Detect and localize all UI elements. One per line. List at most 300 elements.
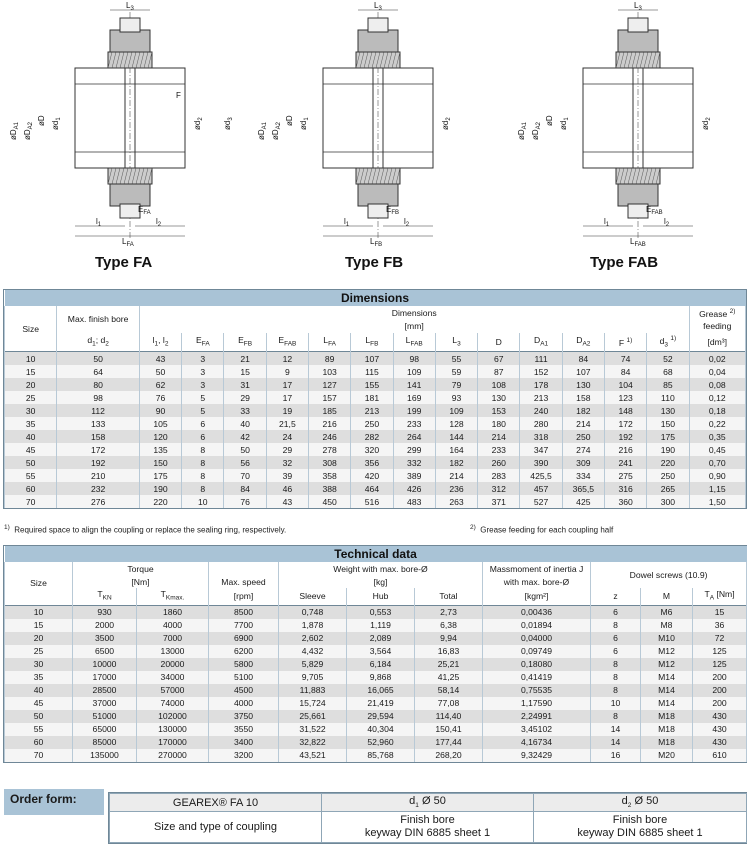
dimensions-cell: 181: [351, 391, 393, 404]
technical-cell: 9,32429: [483, 749, 591, 762]
dimensions-cell: 130: [478, 391, 520, 404]
technical-cell: 10: [5, 605, 73, 619]
technical-cell: 177,44: [415, 736, 483, 749]
dimensions-cell: 282: [351, 430, 393, 443]
label-d3: $ød_3$: [223, 117, 234, 130]
dimensions-cell: 425: [562, 495, 604, 508]
label-d1: $ød_1$: [51, 117, 62, 130]
flange-top: [110, 30, 150, 52]
hub-left: [583, 68, 633, 168]
inertia-header-2: with max. bore-Ø: [483, 575, 591, 588]
dimensions-cell: 17: [266, 391, 308, 404]
dims-unit: [mm]: [139, 320, 689, 333]
dimensions-cell: 3: [182, 365, 224, 378]
technical-row: [5, 710, 747, 723]
dimensions-cell: 516: [351, 495, 393, 508]
dimensions-row: [5, 417, 746, 430]
dimensions-cell: 360: [604, 495, 646, 508]
dimensions-cell: 153: [478, 404, 520, 417]
technical-cell: 3500: [73, 632, 137, 645]
type-fb-label: Type FB: [345, 254, 404, 271]
technical-cell: 52,960: [347, 736, 415, 749]
label-l: $L_{FA}$: [122, 237, 134, 248]
technical-body: [5, 605, 747, 762]
dimensions-cell: 112: [57, 404, 140, 417]
dimensions-cell: 250: [562, 430, 604, 443]
dimensions-cell: 115: [351, 365, 393, 378]
dimensions-cell: 280: [520, 417, 562, 430]
col-z: z: [591, 588, 641, 605]
dimensions-cell: 24: [266, 430, 308, 443]
dimensions-cell: 220: [139, 495, 181, 508]
technical-cell: 36: [693, 619, 747, 632]
dimensions-cell: 246: [309, 430, 351, 443]
dimensions-cell: 130: [647, 404, 689, 417]
technical-cell: 7000: [137, 632, 209, 645]
label-d1: $ød_1$: [559, 117, 570, 130]
dimensions-cell: 232: [57, 482, 140, 495]
col-efa: $E_{FA}$: [182, 333, 224, 352]
dimensions-cell: 108: [478, 378, 520, 391]
dimensions-cell: 32: [266, 456, 308, 469]
dimensions-cell: 265: [647, 482, 689, 495]
label-da2: $øD_{A2}$: [531, 121, 542, 140]
col-lfab: $L_{FAB}$: [393, 333, 435, 352]
label-d2: $ød_2$: [701, 117, 712, 130]
technical-cell: 60: [5, 736, 73, 749]
dimensions-row: [5, 443, 746, 456]
dims-header: Dimensions: [139, 306, 689, 320]
technical-cell: 5,829: [279, 658, 347, 671]
label-f: F: [176, 91, 181, 100]
dimensions-cell: 67: [478, 352, 520, 366]
dimensions-cell: 276: [57, 495, 140, 508]
dimensions-cell: 214: [478, 430, 520, 443]
col-d: D: [478, 333, 520, 352]
dimensions-cell: 236: [435, 482, 477, 495]
technical-cell: M14: [641, 697, 693, 710]
dimensions-cell: 15: [5, 365, 57, 378]
dimensions-cell: 334: [562, 469, 604, 482]
label-l2: $l_2$: [404, 217, 410, 228]
dimensions-cell: 144: [435, 430, 477, 443]
col-l3: $L_3$: [435, 333, 477, 352]
technical-cell: 25,661: [279, 710, 347, 723]
technical-cell: 25: [5, 645, 73, 658]
dimensions-cell: 175: [139, 469, 181, 482]
technical-cell: 8: [591, 619, 641, 632]
order-form-label: Order form:: [4, 789, 104, 815]
technical-cell: 200: [693, 671, 747, 684]
col-ta: $T_A$ [Nm]: [693, 588, 747, 605]
technical-cell: 11,883: [279, 684, 347, 697]
technical-cell: 74000: [137, 697, 209, 710]
technical-cell: M12: [641, 645, 693, 658]
technical-cell: 15: [693, 605, 747, 619]
dimensions-cell: 85: [647, 378, 689, 391]
label-l3: $L_3$: [374, 1, 382, 12]
dimensions-cell: 152: [520, 365, 562, 378]
dimensions-cell: 483: [393, 495, 435, 508]
label-l1: $l_1$: [604, 217, 610, 228]
technical-cell: 4,16734: [483, 736, 591, 749]
flange-top: [618, 30, 658, 52]
dimensions-cell: 527: [520, 495, 562, 508]
technical-cell: 55: [5, 723, 73, 736]
dimensions-cell: 76: [224, 495, 266, 508]
dimensions-cell: 33: [224, 404, 266, 417]
dimensions-cell: 9: [266, 365, 308, 378]
dimensions-cell: 6: [182, 417, 224, 430]
dimensions-cell: 55: [435, 352, 477, 366]
dimensions-cell: 457: [520, 482, 562, 495]
technical-cell: 37000: [73, 697, 137, 710]
label-d1: $ød_1$: [299, 117, 310, 130]
technical-cell: 65000: [73, 723, 137, 736]
technical-cell: 430: [693, 710, 747, 723]
footnote-2: $^{2)}$ Grease feeding for each coupling half: [470, 524, 614, 535]
technical-cell: 0,553: [347, 605, 415, 619]
label-d2: $ød_2$: [441, 117, 452, 130]
technical-cell: 9,868: [347, 671, 415, 684]
technical-cell: 8: [591, 671, 641, 684]
dimensions-cell: 425,5: [520, 469, 562, 482]
dimensions-cell: 0,70: [689, 456, 745, 469]
dimensions-cell: 120: [139, 430, 181, 443]
dimensions-cell: 12: [266, 352, 308, 366]
dimensions-cell: 182: [435, 456, 477, 469]
dimensions-cell: 1,15: [689, 482, 745, 495]
technical-cell: 3400: [209, 736, 279, 749]
dimensions-cell: 109: [393, 365, 435, 378]
label-da1: $øD_{A1}$: [517, 121, 528, 140]
col-total: Total: [415, 588, 483, 605]
technical-cell: 102000: [137, 710, 209, 723]
technical-cell: 10: [591, 697, 641, 710]
hub-left: [75, 68, 125, 168]
technical-cell: 150,41: [415, 723, 483, 736]
dimensions-cell: 89: [309, 352, 351, 366]
col-efab: $E_{FAB}$: [266, 333, 308, 352]
bolt-top: [628, 18, 648, 32]
technical-cell: 1,17590: [483, 697, 591, 710]
dimensions-cell: 55: [5, 469, 57, 482]
dimensions-cell: 214: [562, 417, 604, 430]
dimensions-cell: 109: [435, 404, 477, 417]
dimensions-cell: 426: [393, 482, 435, 495]
label-e: $E_{FAB}$: [646, 205, 663, 216]
dimensions-cell: 56: [224, 456, 266, 469]
dimensions-cell: 278: [309, 443, 351, 456]
dimensions-cell: 148: [604, 404, 646, 417]
dimensions-cell: 240: [520, 404, 562, 417]
technical-cell: 70: [5, 749, 73, 762]
dimensions-cell: 90: [139, 404, 181, 417]
technical-cell: 6200: [209, 645, 279, 658]
dimensions-cell: 318: [520, 430, 562, 443]
dimensions-cell: 213: [351, 404, 393, 417]
technical-cell: 8: [591, 710, 641, 723]
flange-bottom: [110, 184, 150, 206]
col-hub: Hub: [347, 588, 415, 605]
dimensions-cell: 70: [224, 469, 266, 482]
dimensions-cell: 389: [393, 469, 435, 482]
technical-cell: 16,065: [347, 684, 415, 697]
type-fab-label: Type FAB: [590, 254, 659, 271]
technical-cell: 35: [5, 671, 73, 684]
dimensions-cell: 180: [478, 417, 520, 430]
dimensions-cell: 263: [435, 495, 477, 508]
dimensions-cell: 103: [309, 365, 351, 378]
dimensions-cell: 450: [309, 495, 351, 508]
dimensions-cell: 25: [5, 391, 57, 404]
label-l2: $l_2$: [664, 217, 670, 228]
technical-cell: 0,41419: [483, 671, 591, 684]
col-sleeve: Sleeve: [279, 588, 347, 605]
weight-unit: [kg]: [279, 575, 483, 588]
technical-cell: 3550: [209, 723, 279, 736]
dimensions-cell: 45: [5, 443, 57, 456]
technical-cell: M8: [641, 619, 693, 632]
dimensions-row: [5, 378, 746, 391]
dowel-header: Dowel screws (10.9): [591, 562, 747, 588]
dimensions-cell: 84: [224, 482, 266, 495]
dimensions-cell: 105: [139, 417, 181, 430]
label-d: øD: [545, 115, 554, 126]
technical-cell: 0,00436: [483, 605, 591, 619]
dimensions-cell: 275: [604, 469, 646, 482]
technical-cell: 8: [591, 684, 641, 697]
dimensions-cell: 390: [520, 456, 562, 469]
grease-header: Grease $^{2)}$: [689, 306, 745, 320]
dimensions-cell: 299: [393, 443, 435, 456]
technical-cell: 20000: [137, 658, 209, 671]
label-da2: $øD_{A2}$: [271, 121, 282, 140]
dimensions-cell: 199: [393, 404, 435, 417]
hub-right: [135, 68, 185, 168]
technical-cell: 2,089: [347, 632, 415, 645]
technical-cell: 32,822: [279, 736, 347, 749]
dimensions-cell: 98: [393, 352, 435, 366]
dimensions-cell: 150: [139, 456, 181, 469]
speed-header: Max. speed: [209, 562, 279, 588]
technical-cell: M18: [641, 710, 693, 723]
dimensions-cell: 135: [139, 443, 181, 456]
order-form-table: [108, 792, 747, 844]
technical-cell: 270000: [137, 749, 209, 762]
technical-cell: 114,40: [415, 710, 483, 723]
col-tkmax: $T_{Kmax.}$: [137, 588, 209, 605]
weight-header: Weight with max. bore-Ø: [279, 562, 483, 575]
technical-cell: 8: [591, 658, 641, 671]
dimensions-cell: 332: [393, 456, 435, 469]
dimensions-cell: 98: [57, 391, 140, 404]
technical-cell: 30: [5, 658, 73, 671]
technical-cell: 85000: [73, 736, 137, 749]
dimensions-cell: 50: [57, 352, 140, 366]
dimensions-cell: 210: [57, 469, 140, 482]
technical-cell: 125: [693, 645, 747, 658]
dimensions-cell: 0,02: [689, 352, 745, 366]
technical-row: [5, 697, 747, 710]
dimensions-cell: 110: [647, 391, 689, 404]
flange-bottom: [358, 184, 398, 206]
col-l1-l2: $l_1$, $l_2$: [139, 333, 181, 352]
technical-cell: 72: [693, 632, 747, 645]
technical-cell: 25,21: [415, 658, 483, 671]
dimensions-cell: 31: [224, 378, 266, 391]
technical-cell: 21,419: [347, 697, 415, 710]
dimensions-cell: 40: [5, 430, 57, 443]
technical-cell: 14: [591, 723, 641, 736]
dimensions-cell: 5: [182, 391, 224, 404]
technical-cell: 17000: [73, 671, 137, 684]
order-d1: $d_1$ Ø 50: [322, 794, 534, 812]
technical-cell: 135000: [73, 749, 137, 762]
technical-cell: 10000: [73, 658, 137, 671]
inertia-header: Massmoment of inertia J: [483, 562, 591, 575]
technical-cell: 28500: [73, 684, 137, 697]
bore-header: Max. finish bore: [57, 306, 140, 333]
dimensions-cell: 214: [435, 469, 477, 482]
technical-cell: 6: [591, 632, 641, 645]
col-f: F $^{1)}$: [604, 333, 646, 352]
dimensions-cell: 8: [182, 482, 224, 495]
type-fa-label: Type FA: [95, 254, 153, 271]
dimensions-cell: 216: [604, 443, 646, 456]
technical-cell: 6500: [73, 645, 137, 658]
technical-cell: 4500: [209, 684, 279, 697]
technical-cell: 430: [693, 723, 747, 736]
hub-right: [383, 68, 433, 168]
technical-cell: M14: [641, 684, 693, 697]
size-header: Size: [5, 306, 57, 352]
technical-cell: 40,304: [347, 723, 415, 736]
technical-cell: 4000: [137, 619, 209, 632]
technical-cell: 268,20: [415, 749, 483, 762]
dimensions-row: [5, 469, 746, 482]
order-type-desc: Size and type of coupling: [110, 812, 322, 843]
dimensions-cell: 164: [435, 443, 477, 456]
technical-cell: 6,38: [415, 619, 483, 632]
dimensions-cell: 21,5: [266, 417, 308, 430]
label-da1: $øD_{A1}$: [257, 121, 268, 140]
dimensions-row: [5, 365, 746, 378]
dimensions-cell: 62: [139, 378, 181, 391]
label-d: øD: [37, 115, 46, 126]
dimensions-cell: 260: [478, 456, 520, 469]
order-d2: $d_2$ Ø 50: [534, 794, 747, 812]
dimensions-cell: 50: [139, 365, 181, 378]
dimensions-cell: 43: [139, 352, 181, 366]
technical-cell: 5800: [209, 658, 279, 671]
hub-left: [323, 68, 373, 168]
technical-title: Technical data: [5, 546, 747, 562]
technical-row: [5, 645, 747, 658]
technical-table: [3, 545, 747, 763]
dimensions-row: [5, 456, 746, 469]
dimensions-cell: 59: [435, 365, 477, 378]
technical-cell: 430: [693, 736, 747, 749]
technical-cell: 3,564: [347, 645, 415, 658]
grease-header-2: feeding: [689, 320, 745, 333]
dimensions-cell: 130: [562, 378, 604, 391]
dimensions-cell: 64: [57, 365, 140, 378]
technical-cell: 40: [5, 684, 73, 697]
dimensions-cell: 190: [647, 443, 689, 456]
technical-cell: 3750: [209, 710, 279, 723]
label-l1: $l_1$: [96, 217, 102, 228]
dimensions-cell: 17: [266, 378, 308, 391]
dimensions-cell: 464: [351, 482, 393, 495]
dimensions-cell: 274: [562, 443, 604, 456]
dimensions-cell: 15: [224, 365, 266, 378]
torque-unit: [Nm]: [73, 575, 209, 588]
technical-cell: 9,94: [415, 632, 483, 645]
label-da1: $øD_{A1}$: [9, 121, 20, 140]
bolt-top: [120, 18, 140, 32]
inertia-unit: [kgm²]: [483, 588, 591, 605]
dimensions-cell: 68: [647, 365, 689, 378]
technical-row: [5, 671, 747, 684]
dimensions-cell: 128: [435, 417, 477, 430]
technical-cell: 2,602: [279, 632, 347, 645]
tech-size-header: Size: [5, 562, 73, 605]
hub-right: [643, 68, 693, 168]
dimensions-cell: 320: [351, 443, 393, 456]
dimensions-cell: 107: [562, 365, 604, 378]
technical-cell: 6: [591, 605, 641, 619]
technical-cell: M12: [641, 658, 693, 671]
dimensions-cell: 133: [57, 417, 140, 430]
dimensions-cell: 29: [224, 391, 266, 404]
flange-top: [358, 30, 398, 52]
dimensions-cell: 1,50: [689, 495, 745, 508]
dimensions-row: [5, 495, 746, 508]
label-d: øD: [285, 115, 294, 126]
dimensions-cell: 87: [478, 365, 520, 378]
dimensions-cell: 141: [393, 378, 435, 391]
dimensions-cell: 21: [224, 352, 266, 366]
dimensions-cell: 157: [309, 391, 351, 404]
label-da2: $øD_{A2}$: [23, 121, 34, 140]
technical-cell: 0,01894: [483, 619, 591, 632]
col-efb: $E_{FB}$: [224, 333, 266, 352]
technical-cell: 31,522: [279, 723, 347, 736]
dimensions-cell: 0,35: [689, 430, 745, 443]
col-d1-d2: $d_1$; $d_2$: [57, 333, 140, 352]
coupling-drawings: [0, 0, 749, 282]
dimensions-cell: 241: [604, 456, 646, 469]
dimensions-cell: 84: [562, 352, 604, 366]
dimensions-cell: 0,12: [689, 391, 745, 404]
dimensions-cell: 169: [393, 391, 435, 404]
technical-cell: M18: [641, 736, 693, 749]
coupling-drawings-svg: [0, 0, 749, 282]
technical-cell: M6: [641, 605, 693, 619]
technical-row: [5, 619, 747, 632]
technical-cell: M10: [641, 632, 693, 645]
technical-cell: 2000: [73, 619, 137, 632]
technical-cell: 1,878: [279, 619, 347, 632]
order-type: GEAREX® FA 10: [110, 794, 322, 812]
dimensions-row: [5, 391, 746, 404]
dimensions-cell: 5: [182, 404, 224, 417]
technical-cell: 4000: [209, 697, 279, 710]
technical-cell: 45: [5, 697, 73, 710]
dimensions-cell: 111: [520, 352, 562, 366]
dimensions-cell: 29: [266, 443, 308, 456]
